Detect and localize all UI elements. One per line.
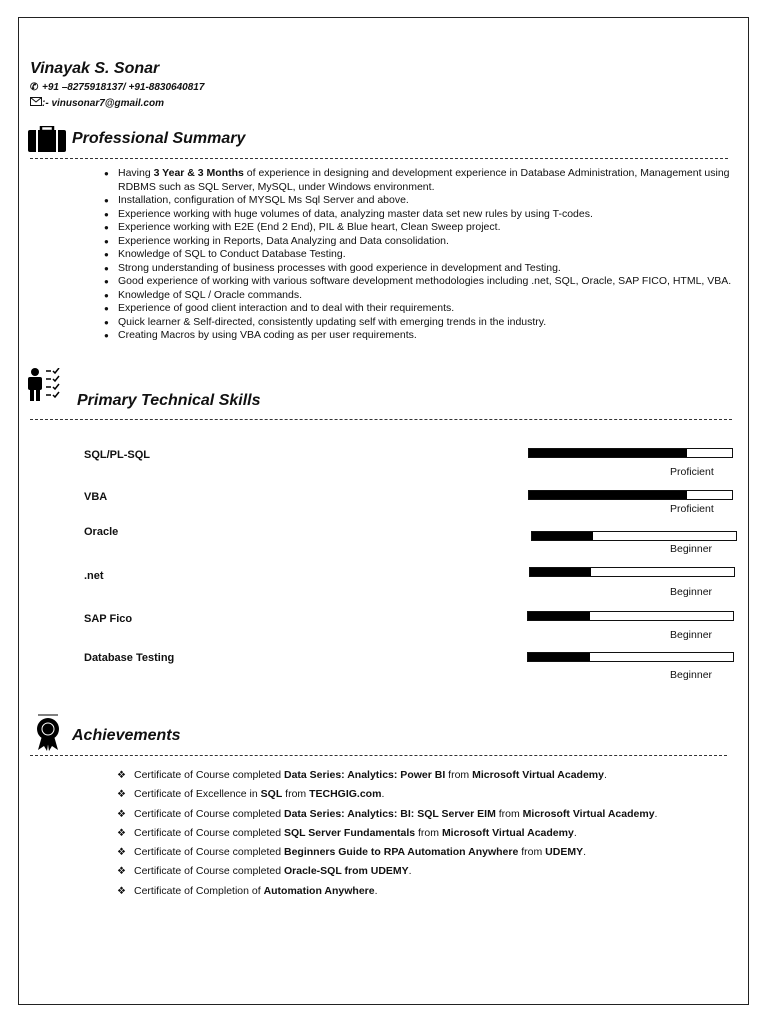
achievement-highlight: Beginners Guide to RPA Automation Anywhere — [283, 846, 519, 859]
skill-name: Oracle — [84, 526, 119, 538]
skill-name: SQL/PL-SQL — [84, 449, 150, 461]
skill-level-bar — [528, 448, 733, 458]
briefcase-icon — [28, 126, 66, 157]
achievement-item — [117, 846, 737, 865]
achievement-text: . — [654, 807, 658, 820]
skill-name: Database Testing — [84, 652, 175, 664]
skill-level-label: Beginner — [670, 669, 713, 681]
skill-level-label: Beginner — [670, 543, 713, 555]
summary-item-text: Experience of good client interaction and to deal with their requirements. — [118, 302, 455, 314]
summary-item-highlight: 3 Year & 3 Months — [153, 167, 244, 179]
email-text[interactable]: :- vinusonar7@gmail.com — [42, 98, 164, 109]
candidate-name: Vinayak S. Sonar — [30, 60, 160, 77]
achievement-highlight: Oracle-SQL from UDEMY — [283, 865, 409, 878]
summary-item — [102, 208, 732, 222]
summary-item — [102, 221, 732, 235]
award-ribbon-icon — [34, 714, 62, 757]
achievements-title: Achievements — [72, 727, 181, 744]
summary-item-text: Experience working with E2E (End 2 End), PIL & Blue heart, Clean Sweep project. — [118, 221, 501, 233]
summary-item — [102, 302, 732, 316]
achievement-text: Certificate of Course completed — [134, 807, 284, 820]
skill-level-bar — [531, 531, 737, 541]
divider — [30, 755, 727, 756]
divider — [30, 419, 732, 420]
divider — [30, 158, 728, 159]
summary-item-text: Installation, configuration of MYSQL Ms Sql Server and above. — [118, 194, 409, 206]
summary-title: Professional Summary — [72, 130, 246, 147]
summary-item-text: Knowledge of SQL to Conduct Database Testing. — [118, 248, 346, 260]
summary-item-text: Quick learner & Self-directed, consistently updating self with emerging trends in the industry. — [118, 315, 547, 328]
achievement-text: . — [573, 826, 577, 839]
achievement-text: from — [282, 788, 310, 801]
skills-title: Primary Technical Skills — [77, 392, 261, 409]
summary-item-text: of experience in designing and development experience in Database Administration, Management using RDBMS such as SQL Server, MySQL, under Windows environment. — [118, 167, 730, 193]
person-checklist-icon — [26, 368, 62, 407]
achievement-text: from — [495, 807, 523, 820]
achievement-item — [117, 808, 737, 827]
skill-level-fill — [529, 491, 687, 499]
summary-item-text: Having — [118, 167, 154, 179]
skill-level-fill — [530, 568, 591, 576]
summary-item-text: Experience working with huge volumes of data, analyzing master data set new rules by using T-codes. — [118, 207, 593, 220]
achievement-item — [117, 769, 737, 788]
achievement-item — [117, 865, 737, 884]
achievement-highlight: Data Series: Analytics: Power BI — [283, 769, 446, 781]
summary-item-text: Experience working in Reports, Data Analyzing and Data consolidation. — [118, 234, 449, 247]
summary-item-text: Creating Macros by using VBA coding as per user requirements. — [118, 329, 417, 341]
summary-item — [102, 329, 732, 343]
achievement-highlight: Microsoft Virtual Academy — [441, 826, 574, 839]
summary-item-text: Strong understanding of business processes with good experience in development and Testing. — [118, 261, 561, 274]
achievement-item — [117, 885, 737, 904]
skill-name: SAP Fico — [84, 613, 133, 625]
skill-level-fill — [528, 653, 590, 661]
achievement-text: . — [381, 788, 385, 801]
achievement-text: Certificate of Excellence in — [134, 788, 261, 801]
phone-icon: ✆ — [30, 82, 39, 93]
achievement-text: . — [374, 884, 378, 897]
summary-item-text: Knowledge of SQL / Oracle commands. — [118, 288, 303, 301]
skill-level-bar — [529, 567, 735, 577]
skill-name: VBA — [84, 491, 108, 503]
achievement-text: from — [518, 846, 546, 859]
skill-level-bar — [527, 652, 734, 662]
skill-level-fill — [532, 532, 593, 540]
skill-level-bar — [528, 490, 733, 500]
summary-item — [102, 167, 732, 194]
achievement-highlight: Microsoft Virtual Academy — [522, 807, 655, 820]
summary-list — [102, 167, 732, 343]
skill-level-fill — [528, 612, 590, 620]
summary-item — [102, 275, 732, 289]
skill-level-label: Beginner — [670, 586, 713, 598]
achievement-text: Certificate of Course completed — [134, 846, 284, 859]
achievement-highlight: SQL Server Fundamentals — [283, 826, 416, 839]
achievement-text: Certificate of Completion of — [134, 884, 264, 897]
skill-level-bar — [527, 611, 734, 621]
achievement-text: from — [415, 826, 442, 839]
achievement-text: . — [603, 769, 607, 781]
achievement-highlight: Data Series: Analytics: BI: SQL Server EIM — [283, 807, 496, 820]
summary-item — [102, 316, 732, 330]
achievement-text: from — [445, 769, 473, 781]
summary-item-text: Good experience of working with various software development methodologies including .net, SQL, Oracle, SAP FICO, HTML, VBA. — [118, 275, 732, 287]
summary-item — [102, 235, 732, 249]
skill-name: .net — [84, 570, 104, 582]
achievement-text: Certificate of Course completed — [134, 826, 284, 839]
envelope-icon — [30, 97, 42, 109]
skill-level-label: Proficient — [670, 503, 714, 515]
email-line — [30, 97, 164, 109]
achievement-item — [117, 788, 737, 807]
achievement-text: . — [583, 846, 586, 859]
summary-item — [102, 194, 732, 208]
summary-item — [102, 289, 732, 303]
achievement-text: Certificate of Course completed — [134, 769, 284, 781]
skill-level-label: Proficient — [670, 466, 714, 478]
achievements-list — [117, 769, 737, 904]
skill-level-fill — [529, 449, 687, 457]
achievement-text: Certificate of Course completed — [134, 865, 284, 878]
achievement-item — [117, 827, 737, 846]
summary-item — [102, 248, 732, 262]
summary-item — [102, 262, 732, 276]
achievement-highlight: TECHGIG.com — [309, 788, 382, 801]
achievement-text: . — [408, 865, 412, 878]
achievement-highlight: Automation Anywhere — [263, 884, 375, 897]
phone-line — [30, 82, 204, 93]
achievement-highlight: SQL — [260, 788, 283, 801]
achievement-highlight: Microsoft Virtual Academy — [472, 769, 604, 781]
phone-text: +91 –8275918137/ +91-8830640817 — [42, 82, 205, 93]
skill-level-label: Beginner — [670, 629, 713, 641]
achievement-highlight: UDEMY — [545, 846, 584, 859]
